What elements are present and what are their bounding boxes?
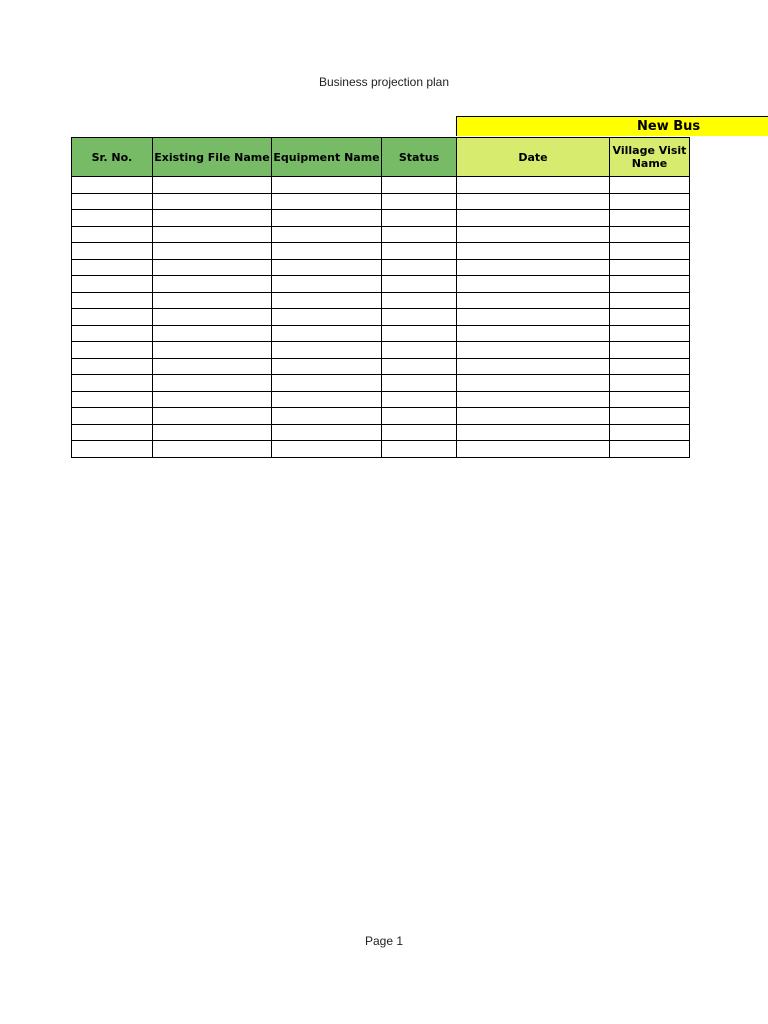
table-cell[interactable] xyxy=(610,292,690,309)
table-row xyxy=(72,226,690,243)
table-cell[interactable] xyxy=(72,342,153,359)
table-row xyxy=(72,177,690,194)
table-cell[interactable] xyxy=(153,424,272,441)
table-cell[interactable] xyxy=(72,276,153,293)
table-cell[interactable] xyxy=(610,177,690,194)
banner-label: New Bus xyxy=(637,119,701,134)
table-cell[interactable] xyxy=(610,259,690,276)
header-existing-file-name: Existing File Name xyxy=(153,138,272,177)
table-cell[interactable] xyxy=(153,210,272,227)
table-row xyxy=(72,408,690,425)
table-cell[interactable] xyxy=(382,342,457,359)
table-row xyxy=(72,292,690,309)
table-row xyxy=(72,243,690,260)
table-cell[interactable] xyxy=(72,424,153,441)
table-cell[interactable] xyxy=(272,358,382,375)
table-cell[interactable] xyxy=(382,325,457,342)
table-cell[interactable] xyxy=(610,342,690,359)
header-equipment-name: Equipment Name xyxy=(272,138,382,177)
table-cell[interactable] xyxy=(610,441,690,458)
table-row xyxy=(72,259,690,276)
table-cell[interactable] xyxy=(272,391,382,408)
table-cell[interactable] xyxy=(153,276,272,293)
table-cell[interactable] xyxy=(457,210,610,227)
table-cell[interactable] xyxy=(457,325,610,342)
table-cell[interactable] xyxy=(457,177,610,194)
table-row xyxy=(72,309,690,326)
table-cell[interactable] xyxy=(457,424,610,441)
table-cell[interactable] xyxy=(153,243,272,260)
table-cell[interactable] xyxy=(72,309,153,326)
table-cell[interactable] xyxy=(153,441,272,458)
table-cell[interactable] xyxy=(153,259,272,276)
table-cell[interactable] xyxy=(457,193,610,210)
header-row xyxy=(72,138,690,177)
table-row xyxy=(72,325,690,342)
table-cell[interactable] xyxy=(382,193,457,210)
table-cell[interactable] xyxy=(272,259,382,276)
table-cell[interactable] xyxy=(457,375,610,392)
table-cell[interactable] xyxy=(72,325,153,342)
table-cell[interactable] xyxy=(153,193,272,210)
table-cell[interactable] xyxy=(153,292,272,309)
table-cell[interactable] xyxy=(610,243,690,260)
table-cell[interactable] xyxy=(610,226,690,243)
table-cell[interactable] xyxy=(382,226,457,243)
table-cell[interactable] xyxy=(153,325,272,342)
table-cell[interactable] xyxy=(153,358,272,375)
table-cell[interactable] xyxy=(457,276,610,293)
table-row xyxy=(72,358,690,375)
table-cell[interactable] xyxy=(272,276,382,293)
table-cell[interactable] xyxy=(272,226,382,243)
table-row xyxy=(72,424,690,441)
table-cell[interactable] xyxy=(382,375,457,392)
table-cell[interactable] xyxy=(610,408,690,425)
table-cell[interactable] xyxy=(72,193,153,210)
header-date: Date xyxy=(457,138,610,177)
header-sr-no: Sr. No. xyxy=(72,138,153,177)
table-row xyxy=(72,210,690,227)
table-cell[interactable] xyxy=(610,358,690,375)
page-number: Page 1 xyxy=(364,934,404,948)
table-cell[interactable] xyxy=(382,177,457,194)
table-cell[interactable] xyxy=(382,391,457,408)
table-cell[interactable] xyxy=(382,292,457,309)
table-cell[interactable] xyxy=(72,210,153,227)
table-cell[interactable] xyxy=(382,424,457,441)
table-cell[interactable] xyxy=(457,441,610,458)
table-cell[interactable] xyxy=(72,358,153,375)
table-cell[interactable] xyxy=(72,177,153,194)
table-cell[interactable] xyxy=(72,441,153,458)
table-cell[interactable] xyxy=(72,259,153,276)
table-row xyxy=(72,342,690,359)
table-cell[interactable] xyxy=(382,210,457,227)
table-cell[interactable] xyxy=(382,309,457,326)
table-cell[interactable] xyxy=(457,292,610,309)
table-cell[interactable] xyxy=(610,276,690,293)
table-cell[interactable] xyxy=(272,243,382,260)
header-village-visit-name: Village Visit Name xyxy=(610,138,690,177)
table-row xyxy=(72,391,690,408)
table-cell[interactable] xyxy=(457,358,610,375)
table-cell[interactable] xyxy=(153,226,272,243)
table-body xyxy=(72,177,690,458)
table-cell[interactable] xyxy=(272,292,382,309)
table-cell[interactable] xyxy=(153,342,272,359)
table-row xyxy=(72,441,690,458)
new-business-banner xyxy=(456,116,768,136)
table-cell[interactable] xyxy=(610,325,690,342)
table-cell[interactable] xyxy=(272,375,382,392)
table-cell[interactable] xyxy=(382,408,457,425)
table-cell[interactable] xyxy=(272,342,382,359)
table-cell[interactable] xyxy=(457,226,610,243)
table-cell[interactable] xyxy=(153,391,272,408)
table-cell[interactable] xyxy=(72,375,153,392)
table-cell[interactable] xyxy=(153,375,272,392)
table-cell[interactable] xyxy=(382,358,457,375)
table-cell[interactable] xyxy=(610,193,690,210)
table-row xyxy=(72,375,690,392)
table-cell[interactable] xyxy=(382,259,457,276)
table-cell[interactable] xyxy=(610,391,690,408)
table-cell[interactable] xyxy=(72,226,153,243)
table-cell[interactable] xyxy=(272,177,382,194)
table-cell[interactable] xyxy=(153,309,272,326)
table-cell[interactable] xyxy=(153,177,272,194)
table-cell[interactable] xyxy=(272,210,382,227)
table-cell[interactable] xyxy=(72,243,153,260)
document-title: Business projection plan xyxy=(318,75,450,89)
table-cell[interactable] xyxy=(272,309,382,326)
table-cell[interactable] xyxy=(272,408,382,425)
table-cell[interactable] xyxy=(72,391,153,408)
table-cell[interactable] xyxy=(272,441,382,458)
table-cell[interactable] xyxy=(610,210,690,227)
table-cell[interactable] xyxy=(610,375,690,392)
table-cell[interactable] xyxy=(382,243,457,260)
table-cell[interactable] xyxy=(382,441,457,458)
table-cell[interactable] xyxy=(382,276,457,293)
table-cell[interactable] xyxy=(457,259,610,276)
table-cell[interactable] xyxy=(272,325,382,342)
table-cell[interactable] xyxy=(272,424,382,441)
table-row xyxy=(72,276,690,293)
table-cell[interactable] xyxy=(153,408,272,425)
table-cell[interactable] xyxy=(457,391,610,408)
table-cell[interactable] xyxy=(457,408,610,425)
header-status: Status xyxy=(382,138,457,177)
table-cell[interactable] xyxy=(72,408,153,425)
table-cell[interactable] xyxy=(272,193,382,210)
table-cell[interactable] xyxy=(457,243,610,260)
table-cell[interactable] xyxy=(610,424,690,441)
table-cell[interactable] xyxy=(610,309,690,326)
table-cell[interactable] xyxy=(457,309,610,326)
table-cell[interactable] xyxy=(72,292,153,309)
projection-table xyxy=(71,137,690,458)
table-row xyxy=(72,193,690,210)
table-cell[interactable] xyxy=(457,342,610,359)
